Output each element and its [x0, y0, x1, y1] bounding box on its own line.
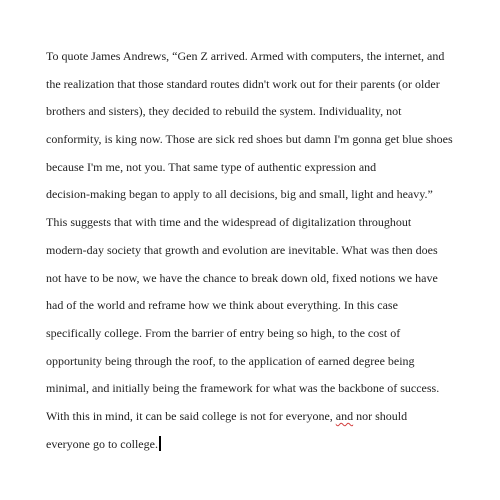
text-line: not have to be now, we have the chance to break down old, fixed notions we have	[46, 270, 438, 285]
text-line: the realization that those standard routes didn't work out for their parents (or older	[46, 76, 440, 91]
text-line: had of the world and reframe how we think about everything. In this case	[46, 298, 398, 313]
document-text-area[interactable]	[46, 43, 486, 458]
text-line: because I'm me, not you. That same type of authentic expression and	[46, 159, 377, 174]
text-line: minimal, and initially being the framework for what was the backbone of success.	[46, 381, 440, 396]
text-line: specifically college. From the barrier of entry being so high, to the cost of	[46, 325, 401, 340]
text-line: decision-making began to apply to all decisions, big and small, light and heavy.”	[46, 187, 433, 202]
text-cursor	[159, 436, 161, 451]
text-line: To quote James Andrews, “Gen Z arrived. Armed with computers, the internet, and	[46, 49, 445, 63]
text-line: This suggests that with time and the widespread of digitalization throughout	[46, 215, 412, 230]
text-line-last-content: everyone go to college.	[46, 436, 158, 451]
text-line	[46, 403, 486, 431]
text-line: opportunity being through the roof, to the application of earned degree being	[46, 353, 415, 368]
text-line-end: nor should	[353, 408, 408, 423]
text-line: modern-day society that growth and evolution are inevitable. What was then does	[46, 242, 438, 257]
text-line: conformity, is king now. Those are sick red shoes but damn I'm gonna get blue shoes	[46, 132, 453, 147]
spellcheck-flagged-word[interactable]: and	[335, 408, 354, 423]
text-line-last	[46, 431, 486, 459]
text-line: brothers and sisters), they decided to rebuild the system. Individuality, not	[46, 104, 402, 119]
text-line-start: With this in mind, it can be said college is not for everyone,	[46, 408, 333, 423]
